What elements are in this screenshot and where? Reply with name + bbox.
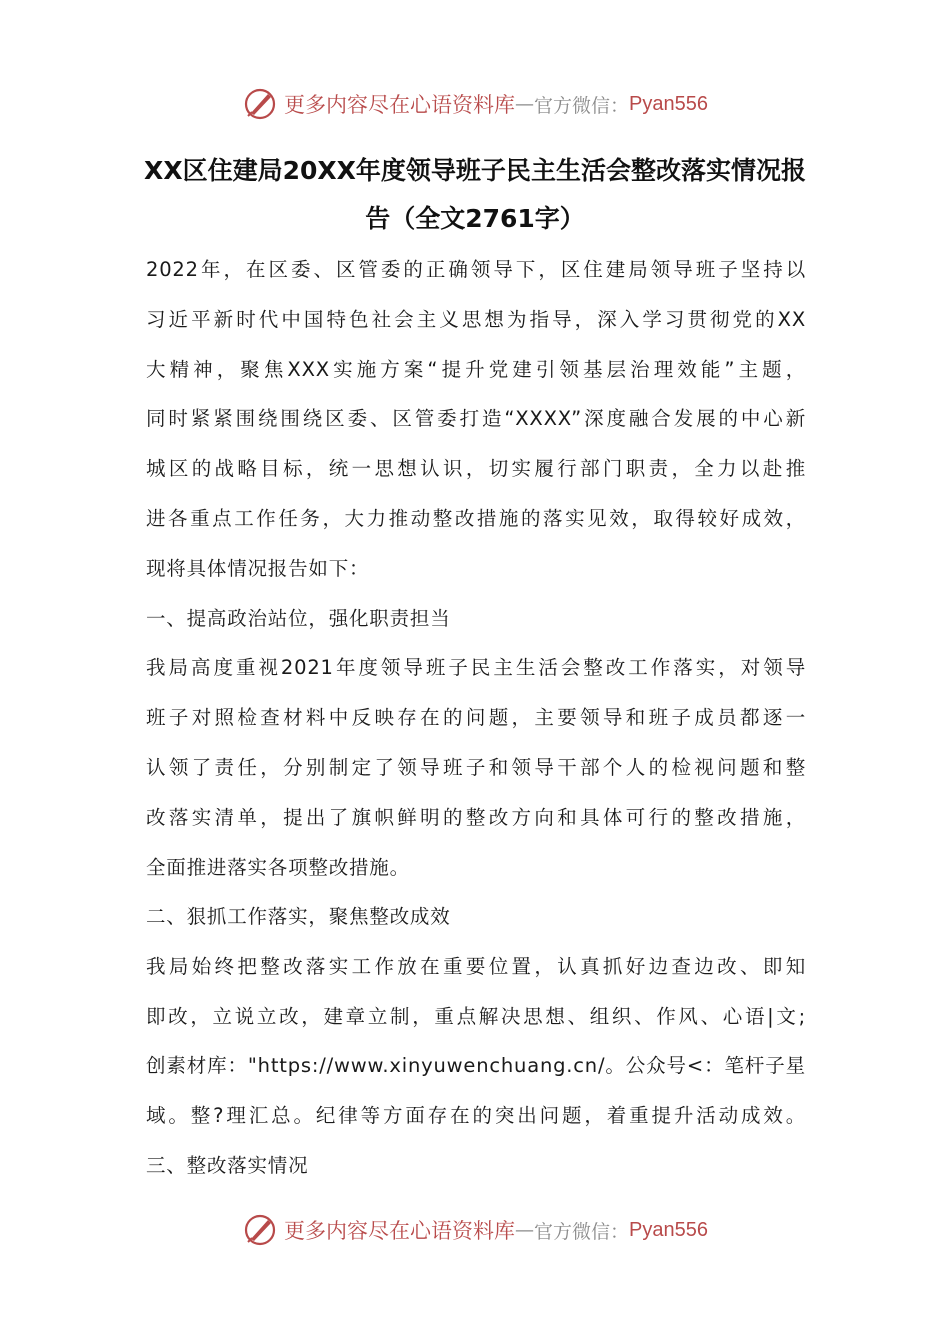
body-line: 同时紧紧围绕围绕区委、区管委打造“XXXX”深度融合发展的中心新 xyxy=(146,407,806,430)
body-line: 全面推进落实各项整改措施。 xyxy=(146,856,410,879)
banner-wechat-id: Pyan556 xyxy=(629,1218,708,1241)
banner-brand: 更多内容尽在心语资料库 xyxy=(284,1219,515,1243)
banner-dash: — xyxy=(515,93,534,115)
quill-logo-icon xyxy=(242,1212,278,1248)
document-title-line-1: XX区住建局20XX年度领导班子民主生活会整改落实情况报 xyxy=(144,156,806,185)
banner-wechat-label: 官方微信： xyxy=(534,94,630,117)
section-heading-3: 三、整改落实情况 xyxy=(146,1154,309,1177)
body-line: 班子对照检查材料中反映存在的问题，主要领导和班子成员都逐一 xyxy=(146,706,806,729)
footer-banner xyxy=(0,1208,950,1252)
body-line: 我局高度重视2021年度领导班子民主生活会整改工作落实，对领导 xyxy=(146,656,806,679)
header-banner xyxy=(0,82,950,126)
quill-logo-icon xyxy=(242,86,278,122)
body-line: 改落实清单，提出了旗帜鲜明的整改方向和具体可行的整改措施， xyxy=(146,806,806,829)
banner-wechat-label: 官方微信： xyxy=(534,1220,630,1243)
banner-brand: 更多内容尽在心语资料库 xyxy=(284,93,515,117)
body-line: 大精神，聚焦XXX实施方案“提升党建引领基层治理效能”主题， xyxy=(146,358,806,381)
banner-dash: — xyxy=(515,1219,534,1241)
body-line: 现将具体情况报告如下： xyxy=(146,557,370,580)
body-line: 创素材库："https://www.xinyuwenchuang.cn/。公众号<：笔杆子星 xyxy=(146,1054,806,1077)
body-line: 习近平新时代中国特色社会主义思想为指导，深入学习贯彻党的XX xyxy=(146,308,806,331)
body-line: 我局始终把整改落实工作放在重要位置，认真抓好边查边改、即知 xyxy=(146,955,806,978)
body-line: 进各重点工作任务，大力推动整改措施的落实见效，取得较好成效， xyxy=(146,507,806,530)
body-line: 城区的战略目标，统一思想认识，切实履行部门职责，全力以赴推 xyxy=(146,457,806,480)
body-line: 认领了责任，分别制定了领导班子和领导干部个人的检视问题和整 xyxy=(146,756,806,779)
section-heading-2: 二、狠抓工作落实，聚焦整改成效 xyxy=(146,905,451,928)
body-line: 2022年，在区委、区管委的正确领导下，区住建局领导班子坚持以 xyxy=(146,258,806,281)
body-line: 域。整?理汇总。纪律等方面存在的突出问题，着重提升活动成效。 xyxy=(146,1104,806,1127)
document-title-line-2: 告（全文2761字） xyxy=(365,204,585,233)
body-line: 即改，立说立改，建章立制，重点解决思想、组织、作风、心语|文; xyxy=(146,1005,806,1028)
section-heading-1: 一、提高政治站位，强化职责担当 xyxy=(146,607,451,630)
banner-wechat-id: Pyan556 xyxy=(629,92,708,115)
